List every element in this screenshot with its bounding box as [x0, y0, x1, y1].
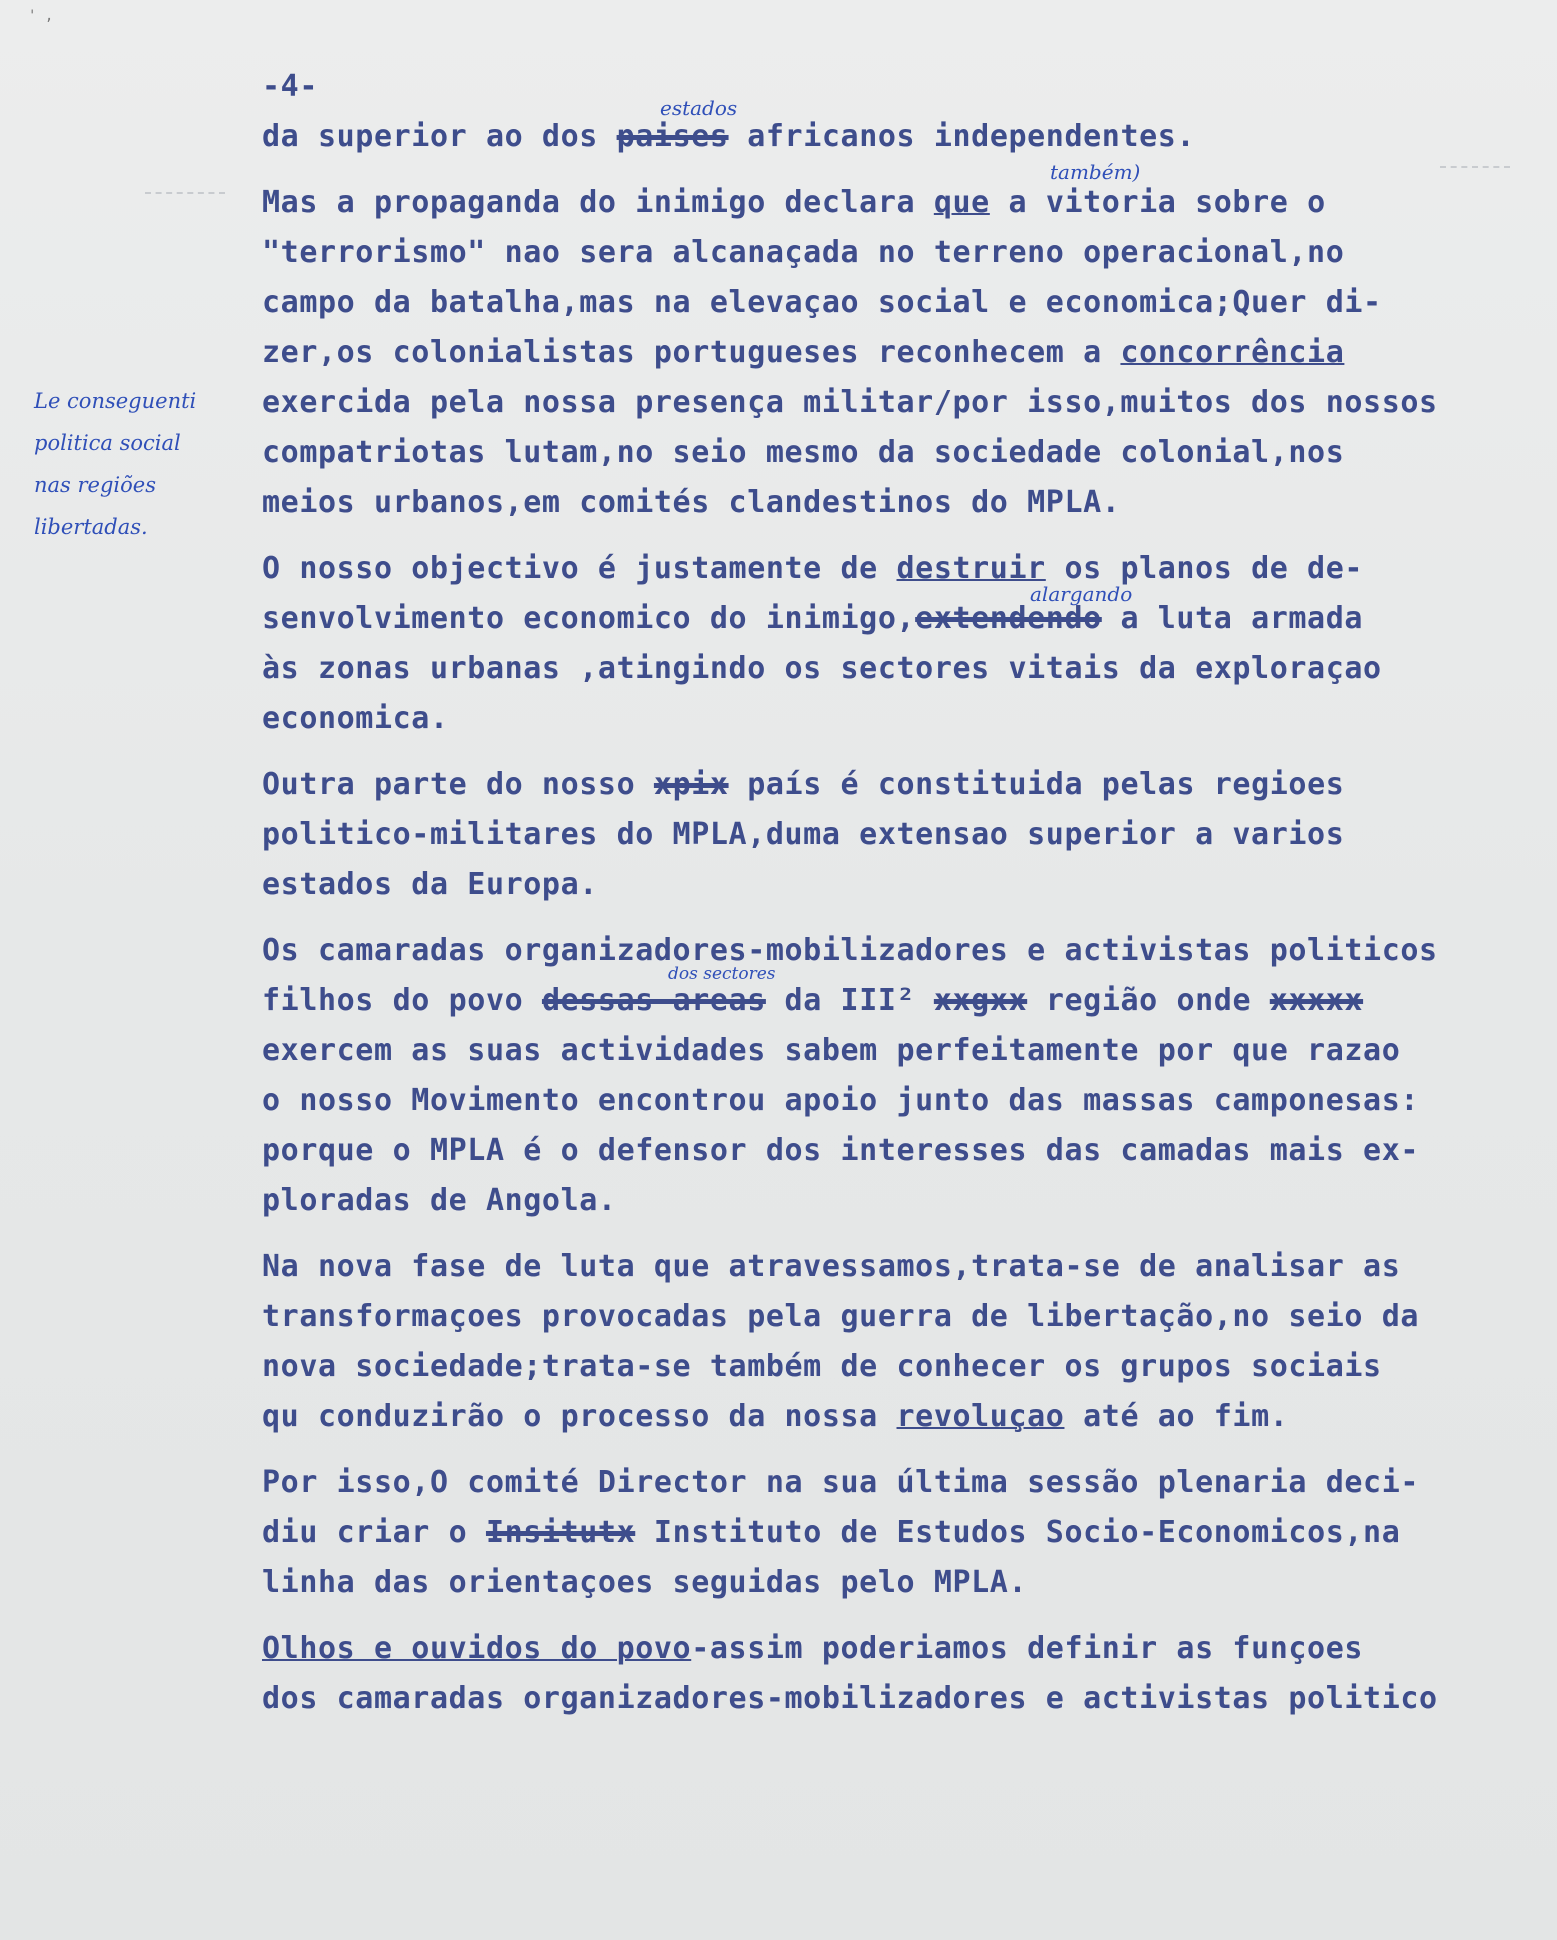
typed-line	[262, 1176, 1557, 1226]
margin-note	[34, 380, 234, 548]
paragraph-gap	[262, 528, 1557, 544]
text-segment: região onde	[1027, 983, 1270, 1018]
typed-line	[262, 644, 1557, 694]
text-segment: economica.	[262, 701, 449, 736]
typed-line	[262, 1126, 1557, 1176]
text-segment: ploradas de Angola.	[262, 1183, 617, 1218]
handwritten-alargando: alargando	[1030, 582, 1133, 606]
text-segment: meios urbanos,em comités clandestinos do MPLA.	[262, 485, 1121, 520]
text-segment: da III²	[765, 983, 934, 1018]
typed-line	[262, 594, 1557, 644]
text-segment: exercida pela nossa presença militar/por isso,muitos dos nossos	[262, 385, 1438, 420]
typed-line	[262, 1076, 1557, 1126]
typed-line	[262, 860, 1557, 910]
text-segment: filhos do povo	[262, 983, 542, 1018]
typed-line	[262, 278, 1557, 328]
text-segment: qu conduzirão o processo da nossa	[262, 1399, 897, 1434]
typed-line	[262, 810, 1557, 860]
typed-text-body	[262, 62, 1557, 1724]
typed-line	[262, 1292, 1557, 1342]
typed-line	[262, 112, 1557, 162]
text-segment: às zonas urbanas ,atingindo os sectores vitais da exploraçao	[262, 651, 1382, 686]
text-segment: compatriotas lutam,no seio mesmo da sociedade colonial,nos	[262, 435, 1345, 470]
text-segment: Mas a propaganda do inimigo declara	[262, 185, 934, 220]
typed-line	[262, 1508, 1557, 1558]
paragraph-gap	[262, 744, 1557, 760]
text-segment: Outra parte do nosso	[262, 767, 654, 802]
margin-note-line: nas regiões	[34, 473, 156, 497]
underlined-text: concorrência	[1120, 335, 1345, 370]
text-segment: "terrorismo" nao sera alcanaçada no terreno operacional,no	[262, 235, 1345, 270]
typed-lines	[262, 112, 1557, 1724]
text-segment: transformaçoes provocadas pela guerra de libertação,no seio da	[262, 1299, 1420, 1334]
text-segment: dos camaradas organizadores-mobilizadores e activistas politico	[262, 1681, 1438, 1716]
underlined-text: revoluçao	[896, 1399, 1065, 1434]
struck-text: Insitutx	[485, 1515, 636, 1550]
text-segment: porque o MPLA é o defensor dos interesses das camadas mais ex-	[262, 1133, 1420, 1168]
text-segment: zer,os colonialistas portugueses reconhecem a	[262, 335, 1121, 370]
struck-text: xpix	[653, 767, 729, 802]
margin-note-line: libertadas.	[34, 515, 148, 539]
paragraph-gap	[262, 162, 1557, 178]
typed-line	[262, 1458, 1557, 1508]
typed-line	[262, 544, 1557, 594]
text-segment: Na nova fase de luta que atravessamos,trata-se de analisar as	[262, 1249, 1401, 1284]
typed-line	[262, 1026, 1557, 1076]
handwritten-tambem: também)	[1050, 160, 1141, 184]
typed-line	[262, 1624, 1557, 1674]
text-segment: os planos de de-	[1045, 551, 1364, 586]
typed-line	[262, 1674, 1557, 1724]
text-segment: linha das orientaçoes seguidas pelo MPLA.	[262, 1565, 1028, 1600]
text-segment: diu criar o	[262, 1515, 486, 1550]
typed-line	[262, 926, 1557, 976]
text-segment: o nosso Movimento encontrou apoio junto das massas camponesas:	[262, 1083, 1420, 1118]
struck-text: paises	[616, 119, 729, 154]
text-segment: Instituto de Estudos Socio-Economicos,na	[635, 1515, 1401, 1550]
margin-note-line: Le conseguenti	[34, 389, 197, 413]
typed-line	[262, 976, 1557, 1026]
underlined-text: que	[933, 185, 990, 220]
paragraph-gap	[262, 1608, 1557, 1624]
text-segment: estados da Europa.	[262, 867, 598, 902]
page-number: -4-	[262, 69, 318, 104]
text-segment: senvolvimento economico do inimigo,	[262, 601, 916, 636]
paragraph-gap	[262, 910, 1557, 926]
text-segment: Os camaradas organizadores-mobilizadores e activistas politicos	[262, 933, 1438, 968]
text-segment: politico-militares do MPLA,duma extensao superior a varios	[262, 817, 1345, 852]
faint-rule-1	[145, 192, 225, 194]
text-segment: -assim poderiamos definir as funçoes	[691, 1631, 1364, 1666]
struck-text: xxxxx	[1269, 983, 1364, 1018]
typed-line	[262, 1558, 1557, 1608]
typed-line	[262, 228, 1557, 278]
text-segment: O nosso objectivo é justamente de	[262, 551, 897, 586]
text-segment: até ao fim.	[1064, 1399, 1289, 1434]
text-segment: Por isso,O comité Director na sua última sessão plenaria deci-	[262, 1465, 1420, 1500]
typed-line	[262, 1242, 1557, 1292]
typed-line	[262, 428, 1557, 478]
typed-line	[262, 178, 1557, 228]
text-segment: da superior ao dos	[262, 119, 617, 154]
typed-line	[262, 1342, 1557, 1392]
paragraph-gap	[262, 1442, 1557, 1458]
typed-line	[262, 378, 1557, 428]
text-segment: a vitoria sobre o	[989, 185, 1326, 220]
typed-line	[262, 760, 1557, 810]
struck-text: xxgxx	[933, 983, 1028, 1018]
handwritten-estados: estados	[660, 96, 738, 120]
underlined-text: destruir	[896, 551, 1046, 586]
underlined-text: Olhos e ouvidos do povo	[262, 1631, 692, 1666]
paragraph-gap	[262, 1226, 1557, 1242]
handwritten-dos-sectores: dos sectores	[668, 964, 776, 984]
text-segment: exercem as suas actividades sabem perfeitamente por que razao	[262, 1033, 1401, 1068]
typed-line	[262, 328, 1557, 378]
typed-line	[262, 694, 1557, 744]
typed-line	[262, 478, 1557, 528]
text-segment: nova sociedade;trata-se também de conhecer os grupos sociais	[262, 1349, 1382, 1384]
text-segment: campo da batalha,mas na elevaçao social e economica;Quer di-	[262, 285, 1382, 320]
struck-text: dessas areas	[541, 983, 766, 1018]
text-segment: a luta armada	[1101, 601, 1364, 636]
corner-marks: ' ,	[28, 8, 54, 24]
text-segment: africanos independentes.	[728, 119, 1196, 154]
struck-text: extendendo	[915, 601, 1102, 636]
typed-line	[262, 1392, 1557, 1442]
margin-note-line: politica social	[34, 431, 181, 455]
text-segment: país é constituida pelas regioes	[728, 767, 1345, 802]
